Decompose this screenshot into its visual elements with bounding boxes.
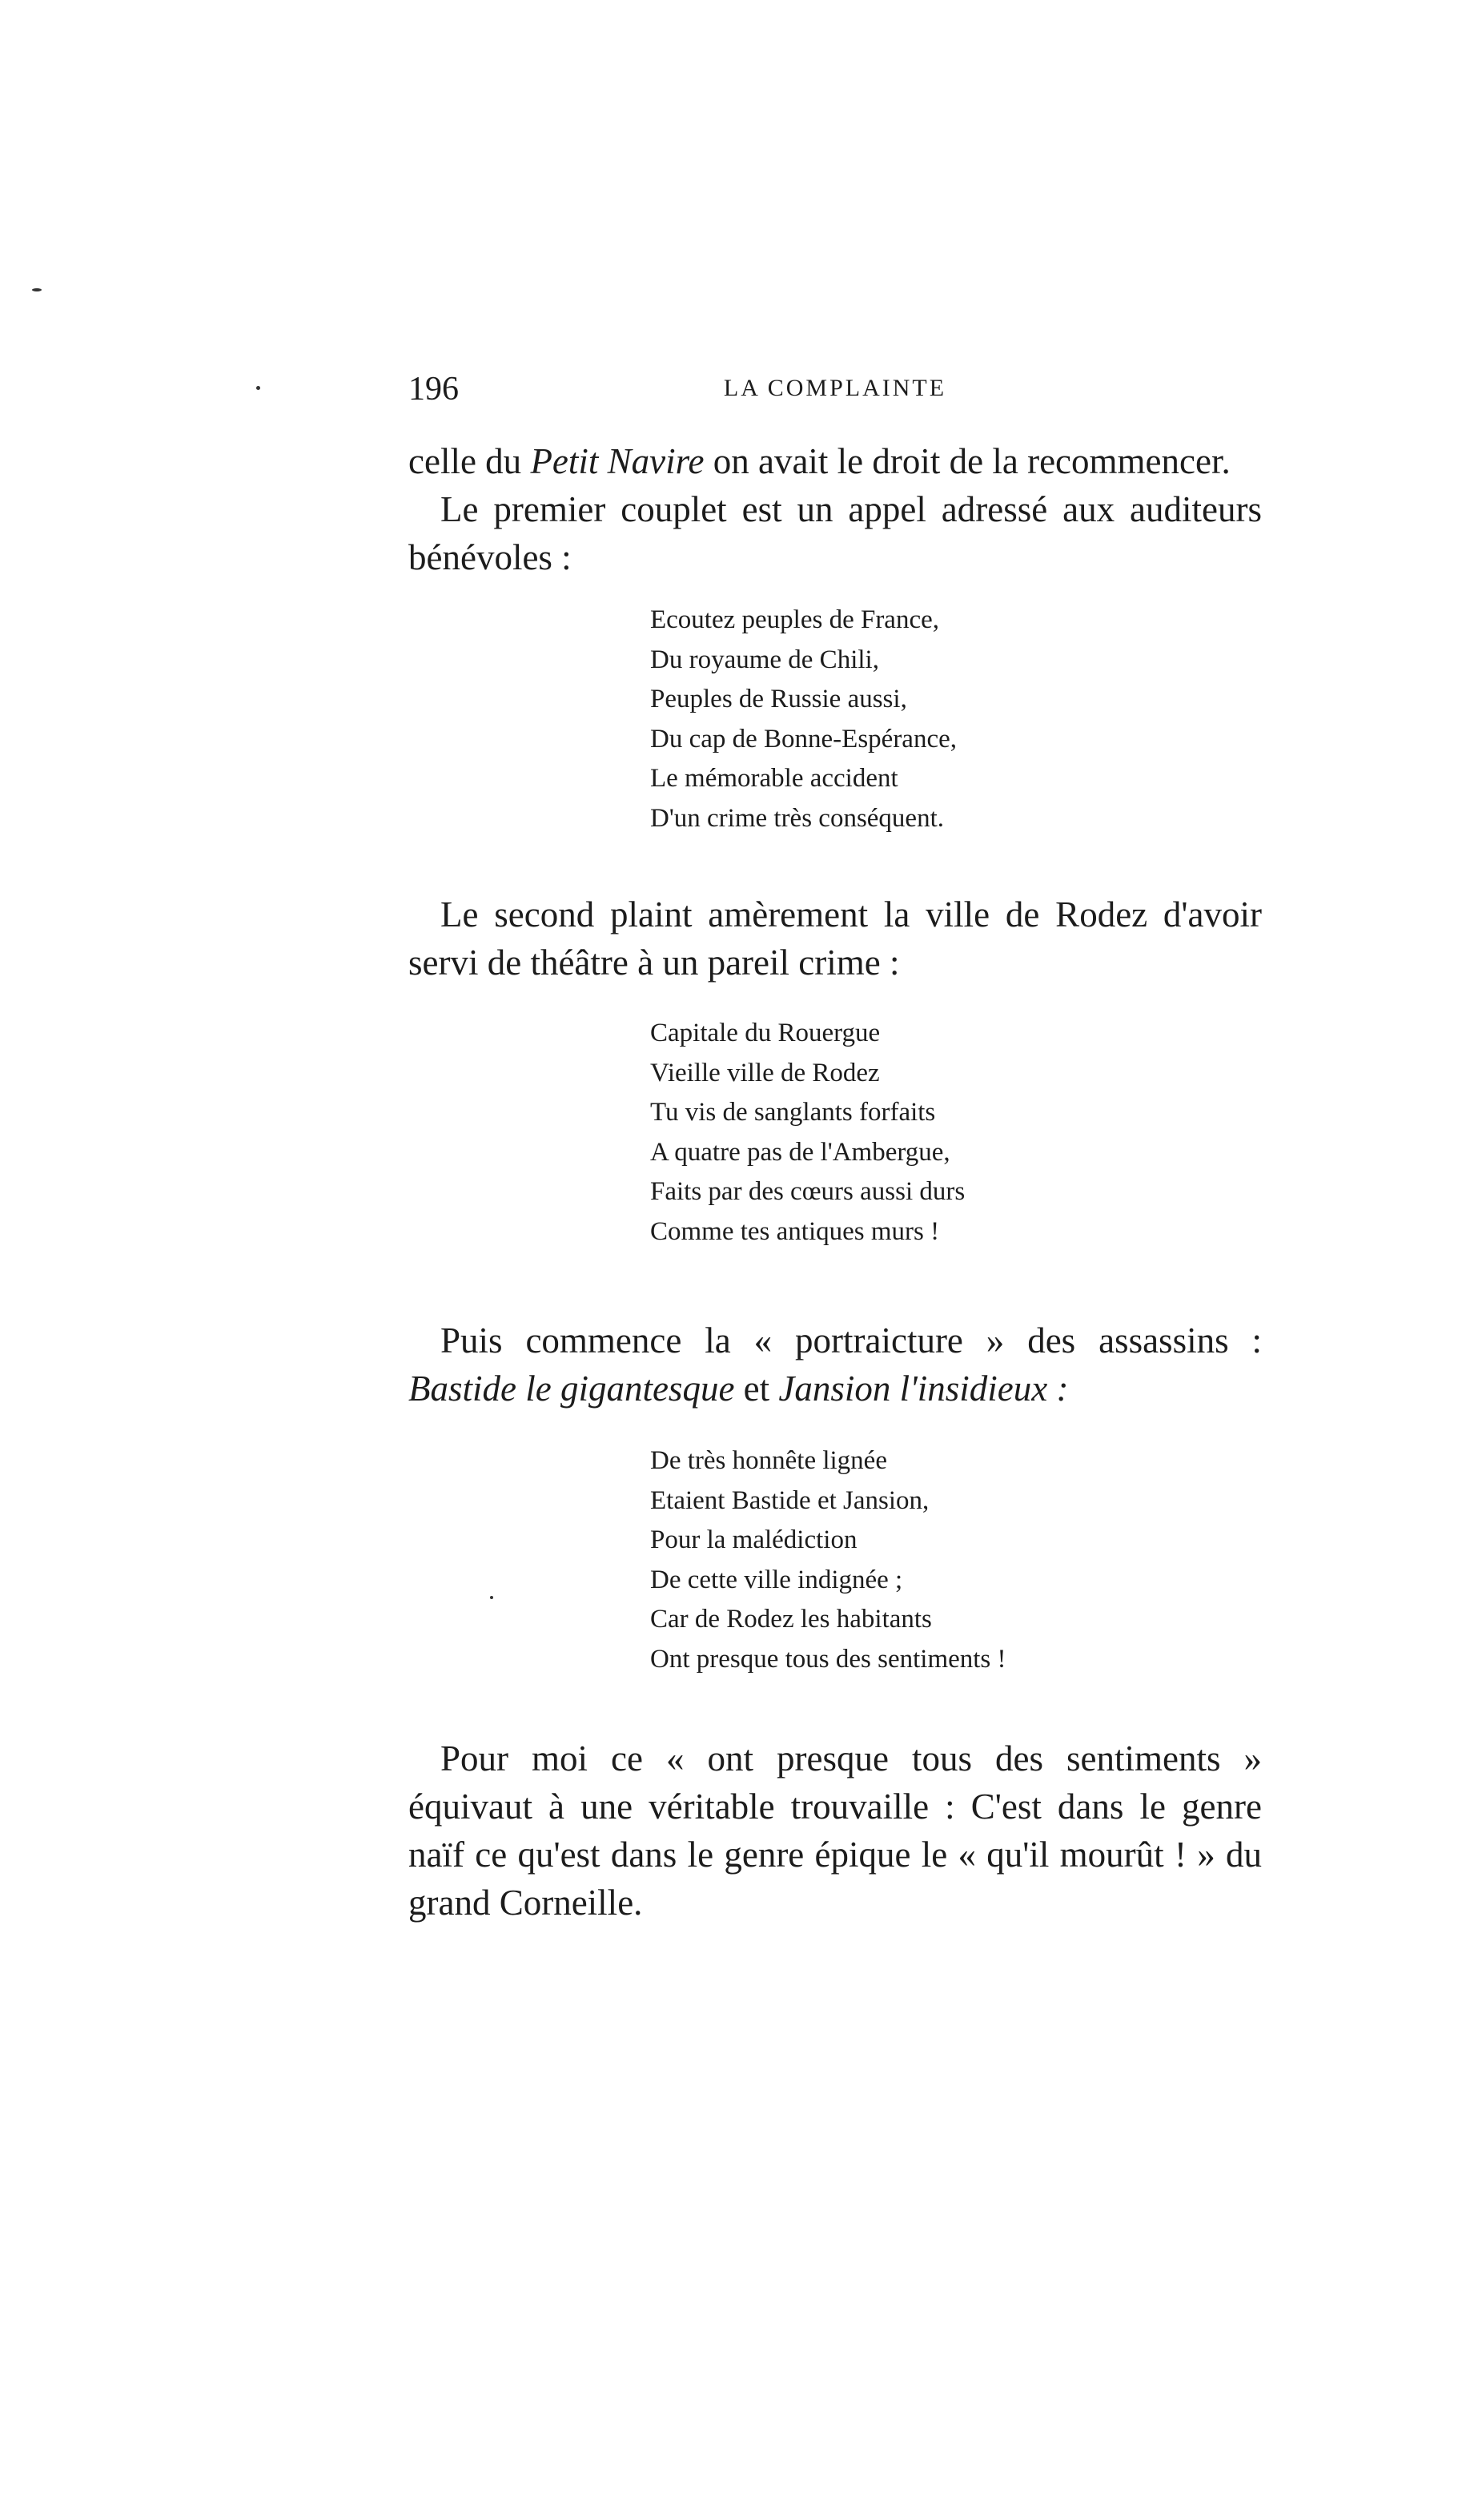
stanza-3 bbox=[650, 1441, 1211, 1679]
verse-line: De très honnête lignée bbox=[650, 1446, 887, 1475]
verse-line: De cette ville indignée ; bbox=[650, 1565, 903, 1594]
continuation-text-end: on avait le droit de la recommencer. bbox=[704, 441, 1231, 481]
verse-line: Peuples de Russie aussi, bbox=[650, 685, 907, 713]
verse-line: D'un crime très conséquent. bbox=[650, 803, 944, 833]
verse-line: Capitale du Rouergue bbox=[650, 1019, 881, 1047]
verse-line: Du royaume de Chili, bbox=[650, 645, 879, 674]
bastide-italic: Bastide le gigantesque bbox=[408, 1369, 735, 1409]
prose-block-2 bbox=[408, 890, 1262, 987]
jansion-italic: Jansion l'insidieux : bbox=[778, 1369, 1069, 1409]
scan-speck bbox=[256, 386, 260, 390]
verse-line: Du cap de Bonne-Espérance, bbox=[650, 724, 957, 754]
paragraph-first-couplet: Le premier couplet est un appel adressé aux auditeurs bénévoles : bbox=[408, 489, 1262, 577]
verse-line: Le mémorable accident bbox=[650, 764, 898, 793]
verse-line: Car de Rodez les habitants bbox=[650, 1605, 932, 1634]
prose-block-1 bbox=[408, 437, 1262, 581]
paragraph-portraicture bbox=[408, 1316, 1262, 1413]
page-number: 196 bbox=[408, 371, 459, 408]
verse-line: Tu vis de sanglants forfaits bbox=[650, 1098, 936, 1127]
stanza-1 bbox=[650, 601, 1211, 838]
paragraph-second-couplet: Le second plaint amèrement la ville de Rodez d'avoir servi de théâtre à un pareil crime : bbox=[408, 894, 1262, 983]
verse-line: Vieille ville de Rodez bbox=[650, 1058, 880, 1087]
conjunction-text: et bbox=[734, 1369, 779, 1409]
verse-line: A quatre pas de l'Ambergue, bbox=[650, 1137, 950, 1167]
paragraph-conclusion: Pour moi ce « ont presque tous des sentiments » équivaut à une véritable trouvaille : C'est dans le genre naïf ce qu'est dans le genre épique le « qu'il mourût ! » du grand Corneille. bbox=[408, 1738, 1262, 1923]
portraicture-text: Puis commence la « portraicture » des assassins : bbox=[440, 1320, 1262, 1360]
verse-line: Pour la malédiction bbox=[650, 1525, 858, 1554]
scan-speck bbox=[490, 1596, 493, 1599]
verse-line: Comme tes antiques murs ! bbox=[650, 1216, 940, 1246]
running-title: LA COMPLAINTE bbox=[723, 375, 947, 401]
prose-block-3 bbox=[408, 1316, 1262, 1413]
song-title-italic: Petit Navire bbox=[530, 441, 705, 481]
verse-line: Ecoutez peuples de France, bbox=[650, 605, 940, 634]
page-header bbox=[408, 370, 1262, 418]
stanza-2 bbox=[650, 1014, 1211, 1252]
verse-line: Etaient Bastide et Jansion, bbox=[650, 1485, 930, 1515]
continuation-line bbox=[408, 437, 1262, 485]
verse-line: Faits par des cœurs aussi durs bbox=[650, 1177, 966, 1206]
scan-speck bbox=[32, 288, 42, 291]
continuation-text: celle du bbox=[408, 441, 531, 481]
prose-block-4 bbox=[408, 1734, 1262, 1927]
verse-line: Ont presque tous des sentiments ! bbox=[650, 1644, 1006, 1674]
